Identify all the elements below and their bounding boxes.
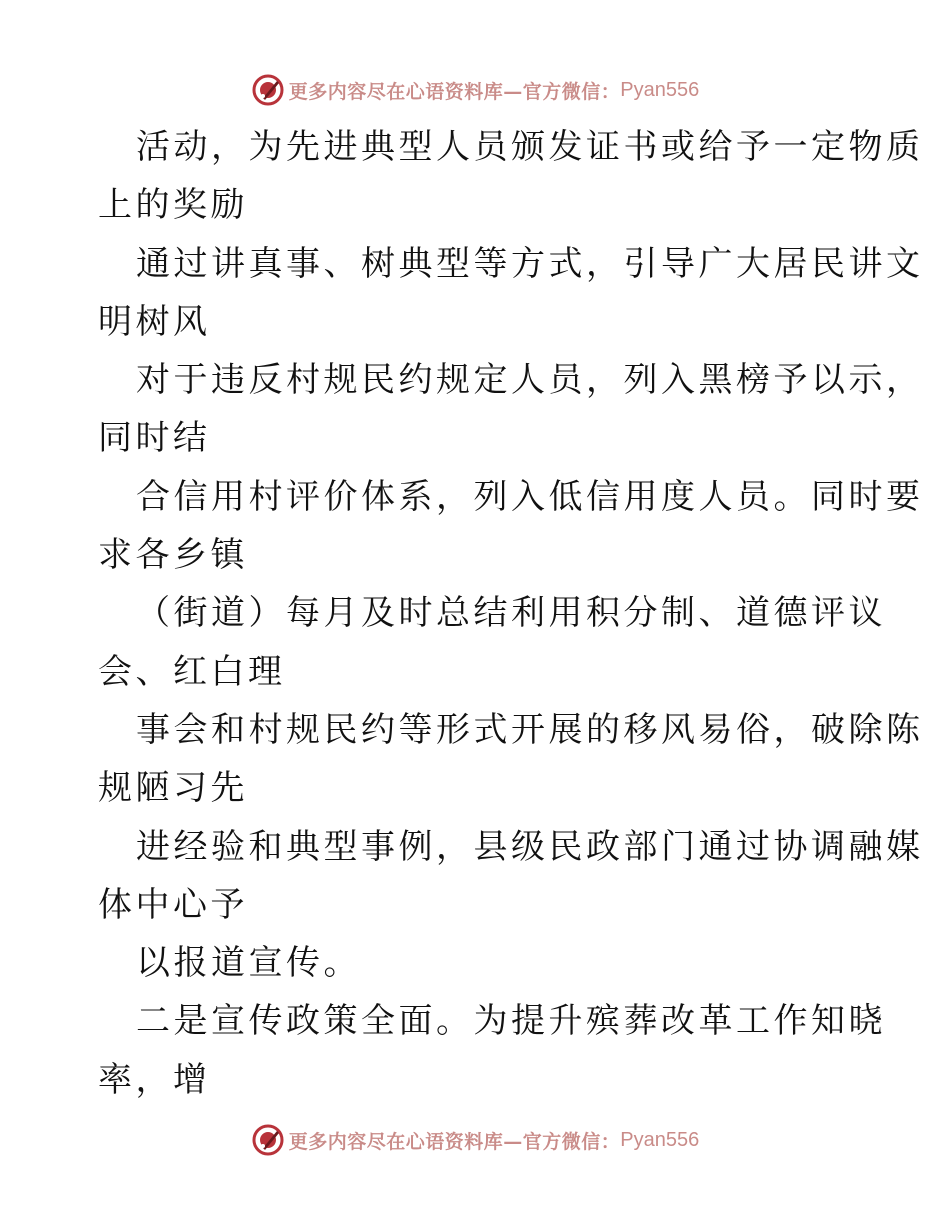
footer-watermark-handle: Pyan556 [620,1128,700,1151]
header-watermark-handle: Pyan556 [620,78,700,101]
header-watermark-text: 更多内容尽在心语资料库—官方微信： [288,80,621,103]
paragraph-line: 会、红白理 [98,651,286,692]
paragraph-line: 上的奖励 [98,185,248,226]
paragraph-line: 同时结 [98,418,211,459]
paragraph-line: 以报道宣传。 [136,943,361,984]
paragraph-line: 求各乡镇 [98,535,248,576]
header-watermark [0,70,950,110]
footer-watermark-text: 更多内容尽在心语资料库—官方微信： [288,1130,621,1153]
paragraph-line: 率，增 [98,1059,211,1100]
brand-logo-icon [251,1123,285,1157]
paragraph-line: 进经验和典型事例，县级民政部门通过协调融媒 [136,826,924,867]
paragraph-line: 体中心予 [98,884,248,925]
paragraph-line: 二是宣传政策全面。为提升殡葬改革工作知晓 [136,1001,886,1042]
document-body [98,118,924,1109]
brand-logo-icon [251,73,285,107]
paragraph-line: 通过讲真事、树典型等方式，引导广大居民讲文 [136,243,924,284]
paragraph-line: 对于违反村规民约规定人员，列入黑榜予以示， [136,360,924,401]
paragraph-line: 明树风 [98,301,211,342]
paragraph-line: 规陋习先 [98,768,248,809]
paragraph-line: 活动，为先进典型人员颁发证书或给予一定物质 [136,127,924,167]
paragraph-line: （街道）每月及时总结利用积分制、道德评议 [136,593,886,634]
footer-watermark [0,1120,950,1160]
paragraph-line: 事会和村规民约等形式开展的移风易俗，破除陈 [136,709,924,750]
paragraph-line: 合信用村评价体系，列入低信用度人员。同时要 [136,476,924,517]
